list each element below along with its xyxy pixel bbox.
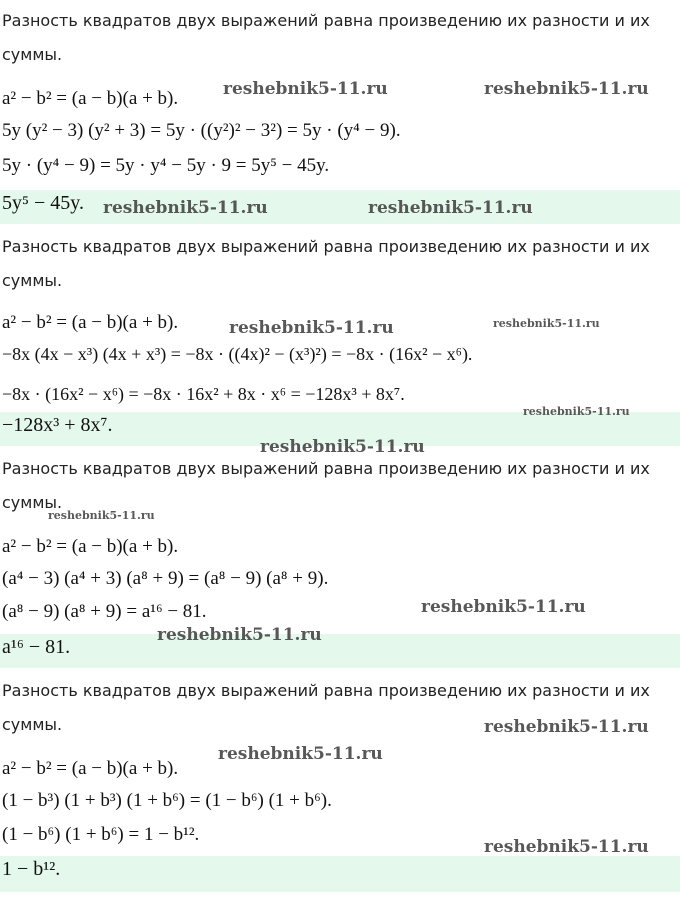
answer-text: a¹⁶ − 81. [2,636,71,658]
formula-line: a² − b² = (a − b)(a + b). [2,312,179,333]
intro-paragraph: Разность квадратов двух выражений равна произведению их разности и их суммы. [2,237,650,290]
solution-step: (1 − b³) (1 + b³) (1 + b⁶) = (1 − b⁶) (1 + b⁶). [2,790,332,811]
solution-step: (a⁴ − 3) (a⁴ + 3) (a⁸ + 9) = (a⁸ − 9) (a⁸ + 9). [2,568,329,589]
intro-paragraph: Разность квадратов двух выражений равна произведению их разности и их суммы. [2,11,650,64]
solution-step: 5y · (y⁴ − 9) = 5y · y⁴ − 5y · 9 = 5y⁵ − 45y. [2,155,330,176]
answer-box [0,634,680,668]
intro-paragraph: Разность квадратов двух выражений равна произведению их разности и их суммы. [2,681,650,734]
formula-line: a² − b² = (a − b)(a + b). [2,758,179,779]
solution-step: −8x (4x − x³) (4x + x³) = −8x · ((4x)² − (x³)²) = −8x · (16x² − x⁶). [2,344,473,364]
watermark: reshebnik5-11.ru [260,437,425,457]
answer-box [0,856,680,892]
answer-text: 1 − b¹². [2,858,61,880]
answer-box [0,190,680,224]
formula-line: a² − b² = (a − b)(a + b). [2,88,179,109]
watermark: reshebnik5-11.ru [421,597,586,617]
solution-step: (a⁸ − 9) (a⁸ + 9) = a¹⁶ − 81. [2,601,207,622]
watermark: reshebnik5-11.ru [229,318,394,338]
solution-step: −8x · (16x² − x⁶) = −8x · 16x² + 8x · x⁶ = −128x³ + 8x⁷. [2,384,405,404]
answer-text: 5y⁵ − 45y. [2,192,84,214]
watermark: reshebnik5-11.ru [484,79,649,99]
watermark: reshebnik5-11.ru [493,317,600,330]
watermark: reshebnik5-11.ru [484,717,649,737]
watermark: reshebnik5-11.ru [484,837,649,857]
solution-step: 5y (y² − 3) (y² + 3) = 5y · ((y²)² − 3²) = 5y · (y⁴ − 9). [2,120,401,141]
watermark: reshebnik5-11.ru [157,625,322,645]
watermark: reshebnik5-11.ru [218,744,383,764]
watermark: reshebnik5-11.ru [368,198,533,218]
watermark: reshebnik5-11.ru [523,405,630,418]
intro-paragraph: Разность квадратов двух выражений равна произведению их разности и их суммы. [2,459,650,512]
answer-text: −128x³ + 8x⁷. [2,414,113,436]
formula-line: a² − b² = (a − b)(a + b). [2,536,179,557]
watermark: reshebnik5-11.ru [48,509,155,522]
watermark: reshebnik5-11.ru [103,198,268,218]
solution-step: (1 − b⁶) (1 + b⁶) = 1 − b¹². [2,824,200,845]
watermark: reshebnik5-11.ru [223,79,388,99]
